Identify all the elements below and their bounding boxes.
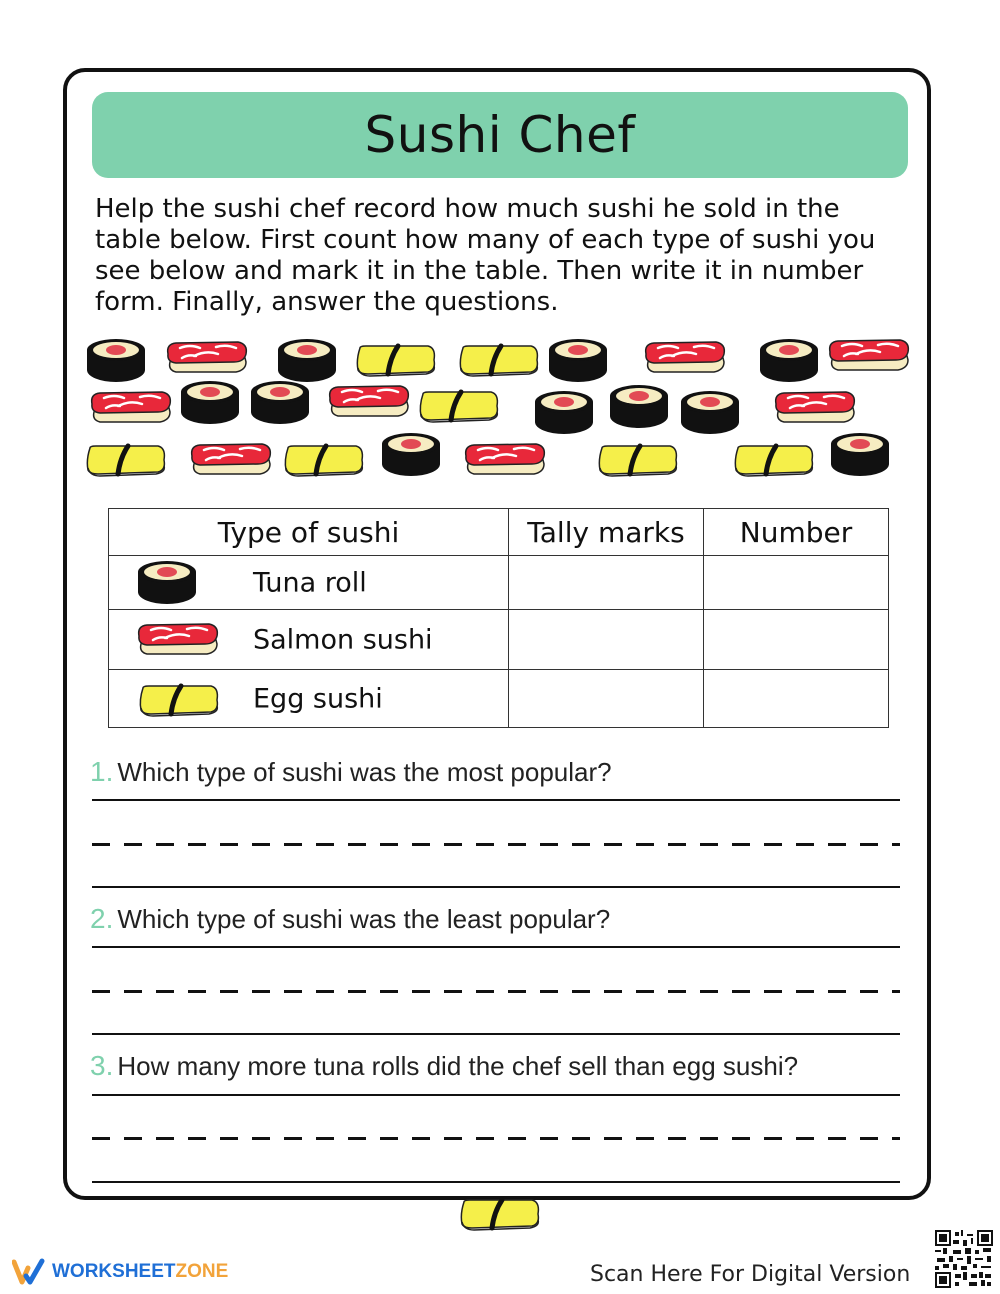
tuna-roll-icon — [86, 338, 146, 384]
tuna-roll-icon — [548, 338, 608, 384]
number-cell[interactable] — [704, 670, 889, 728]
header-tally: Tally marks — [509, 509, 704, 556]
tuna-roll-icon — [680, 390, 740, 436]
question-text: How many more tuna rolls did the chef sell than egg sushi? — [117, 1051, 799, 1081]
header-number: Number — [704, 509, 889, 556]
tuna-roll-icon — [759, 338, 819, 384]
answer-line-dashed[interactable] — [92, 990, 900, 993]
logo-mark-icon — [12, 1258, 46, 1286]
question-text: Which type of sushi was the least popular? — [117, 904, 611, 934]
egg-sushi-icon — [456, 1194, 546, 1234]
egg-sushi-icon — [594, 440, 680, 478]
salmon-sushi-icon — [164, 340, 250, 376]
egg-sushi-icon — [82, 440, 168, 478]
salmon-sushi-icon — [135, 622, 221, 658]
table-row — [109, 556, 889, 610]
tally-table — [108, 508, 889, 728]
egg-sushi-icon — [280, 440, 366, 478]
type-label: Salmon sushi — [253, 624, 433, 655]
egg-sushi-icon — [135, 680, 221, 718]
type-cell — [109, 610, 509, 670]
number-cell[interactable] — [704, 556, 889, 610]
question-2 — [90, 903, 610, 935]
header-type: Type of sushi — [109, 509, 509, 556]
tuna-roll-icon — [277, 338, 337, 384]
answer-line-top[interactable] — [92, 799, 900, 801]
scan-caption: Scan Here For Digital Version — [590, 1262, 911, 1287]
question-3 — [90, 1050, 798, 1082]
egg-sushi-icon — [730, 440, 816, 478]
type-label: Egg sushi — [253, 683, 383, 714]
number-cell[interactable] — [704, 610, 889, 670]
tuna-roll-icon — [381, 432, 441, 478]
salmon-sushi-icon — [188, 442, 274, 478]
question-number: 2. — [90, 903, 114, 934]
salmon-sushi-icon — [88, 390, 174, 426]
answer-line-top[interactable] — [92, 946, 900, 948]
table-row — [109, 670, 889, 728]
question-number: 1. — [90, 756, 114, 787]
type-label: Tuna roll — [253, 567, 367, 598]
title-banner — [92, 92, 908, 178]
instructions-text: Help the sushi chef record how much sushi he sold in the table below. First count how many of each type of sushi you see below and mark it in the table. Then write it in number form. Finally, answer the questions. — [95, 194, 876, 317]
salmon-sushi-icon — [326, 384, 412, 420]
tuna-roll-icon — [830, 432, 890, 478]
answer-line-dashed[interactable] — [92, 1137, 900, 1140]
salmon-sushi-icon — [826, 338, 912, 374]
answer-line-dashed[interactable] — [92, 843, 900, 846]
question-1 — [90, 756, 612, 788]
tuna-roll-icon — [609, 384, 669, 430]
table-header-row — [109, 509, 889, 556]
tally-cell[interactable] — [509, 556, 704, 610]
brand-name: WORKSHEETZONE — [52, 1261, 229, 1282]
tuna-roll-icon — [180, 380, 240, 426]
salmon-sushi-icon — [462, 442, 548, 478]
question-number: 3. — [90, 1050, 114, 1081]
answer-line-bottom[interactable] — [92, 886, 900, 888]
egg-sushi-icon — [415, 386, 501, 424]
brand-logo[interactable] — [12, 1258, 228, 1286]
page-title: Sushi Chef — [364, 106, 636, 164]
answer-line-top[interactable] — [92, 1094, 900, 1096]
qr-code-icon[interactable] — [935, 1230, 993, 1288]
tally-cell[interactable] — [509, 610, 704, 670]
type-cell — [109, 670, 509, 728]
tuna-roll-icon — [534, 390, 594, 436]
tuna-roll-icon — [250, 380, 310, 426]
answer-line-bottom[interactable] — [92, 1033, 900, 1035]
type-cell — [109, 556, 509, 610]
salmon-sushi-icon — [772, 390, 858, 426]
answer-line-bottom[interactable] — [92, 1181, 900, 1183]
tuna-roll-icon — [137, 560, 197, 606]
egg-sushi-icon — [455, 340, 541, 378]
salmon-sushi-icon — [642, 340, 728, 376]
tally-cell[interactable] — [509, 670, 704, 728]
question-text: Which type of sushi was the most popular? — [117, 757, 612, 787]
egg-sushi-icon — [352, 340, 438, 378]
table-row — [109, 610, 889, 670]
